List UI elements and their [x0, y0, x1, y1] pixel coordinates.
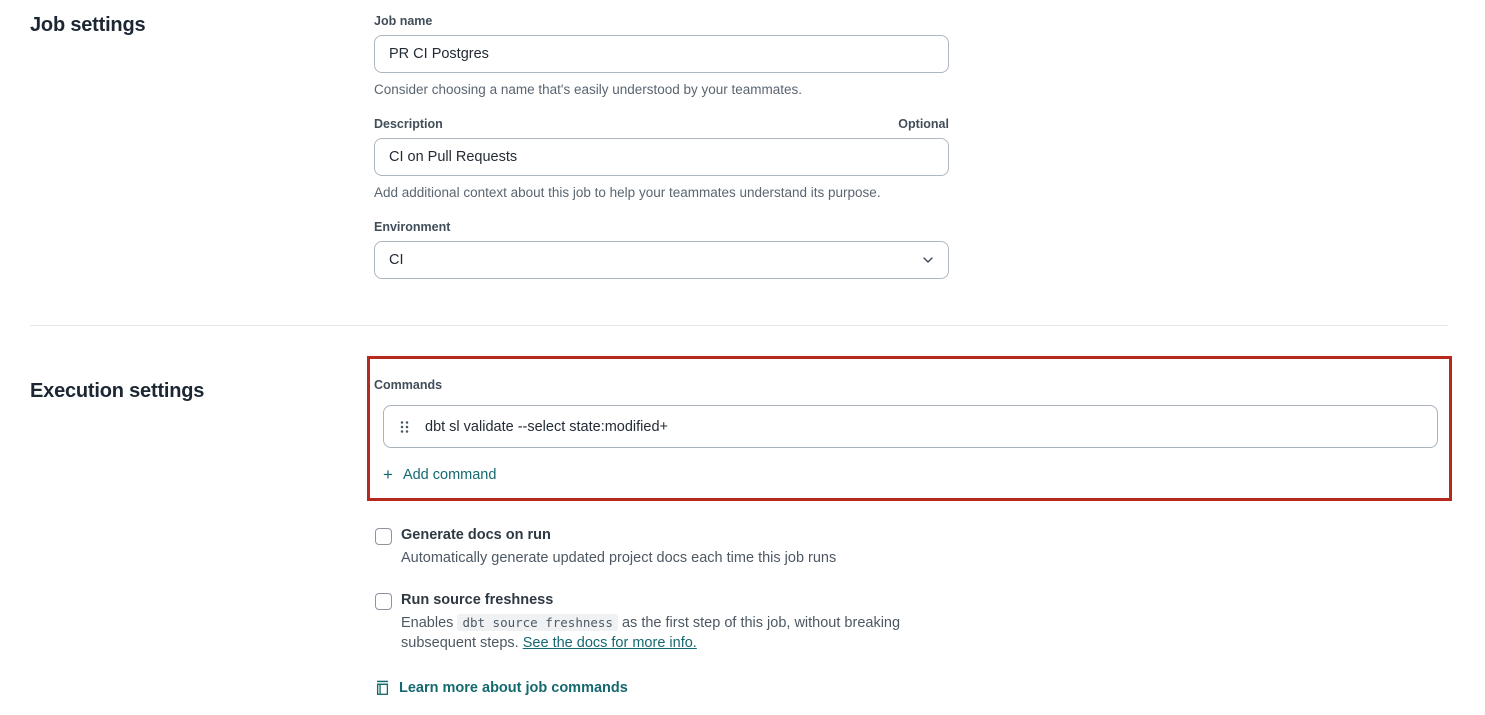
optional-tag: Optional [898, 117, 949, 131]
description-helper: Add additional context about this job to help your teammates understand its purpose. [374, 185, 881, 200]
run-source-freshness-label: Run source freshness [401, 592, 554, 608]
generate-docs-row [375, 527, 1455, 568]
execution-settings-section [0, 356, 1485, 701]
run-source-freshness-checkbox[interactable] [375, 593, 392, 610]
generate-docs-description: Automatically generate updated project docs each time this job runs [401, 550, 837, 566]
book-icon [375, 680, 390, 696]
freshness-desc-prefix: Enables [401, 615, 458, 631]
see-docs-link[interactable]: See the docs for more info. [522, 635, 697, 651]
freshness-desc-suffix: as the first step of this job, without breaking subsequent steps. [401, 615, 901, 651]
run-source-freshness-row [375, 592, 1455, 653]
section-divider [30, 325, 1448, 326]
command-input[interactable] [423, 418, 1425, 436]
generate-docs-label: Generate docs on run [401, 527, 551, 543]
add-command-button[interactable] [383, 466, 496, 483]
execution-settings-form [374, 356, 1455, 701]
freshness-code-chip: dbt source freshness [457, 614, 618, 631]
execution-settings-heading: Execution settings [30, 380, 205, 402]
job-name-field [374, 14, 949, 97]
job-name-helper: Consider choosing a name that's easily understood by your teammates. [374, 82, 803, 97]
plus-icon: + [383, 465, 393, 484]
commands-highlight-box [367, 356, 1452, 501]
job-settings-heading: Job settings [30, 14, 146, 36]
execution-settings-heading-col [30, 356, 374, 403]
job-name-input[interactable] [374, 35, 949, 73]
commands-label: Commands [374, 378, 443, 392]
add-command-label: Add command [402, 466, 497, 483]
environment-selected-value: CI [389, 252, 404, 268]
chevron-down-icon [922, 256, 934, 264]
description-input[interactable] [374, 138, 949, 176]
description-field [374, 117, 949, 200]
learn-more-label: Learn more about job commands [399, 680, 628, 696]
run-source-freshness-description [401, 613, 936, 653]
drag-handle-icon[interactable] [400, 420, 409, 434]
job-settings-section [0, 0, 1485, 279]
job-settings-heading-col [30, 14, 374, 37]
environment-select[interactable] [374, 241, 949, 279]
environment-label: Environment [374, 220, 451, 234]
description-label: Description [374, 117, 443, 131]
generate-docs-checkbox[interactable] [375, 528, 392, 545]
environment-field [374, 220, 949, 279]
command-row[interactable] [383, 405, 1438, 448]
job-settings-form [374, 14, 949, 279]
job-name-label: Job name [374, 14, 433, 28]
learn-more-link[interactable] [375, 680, 628, 696]
